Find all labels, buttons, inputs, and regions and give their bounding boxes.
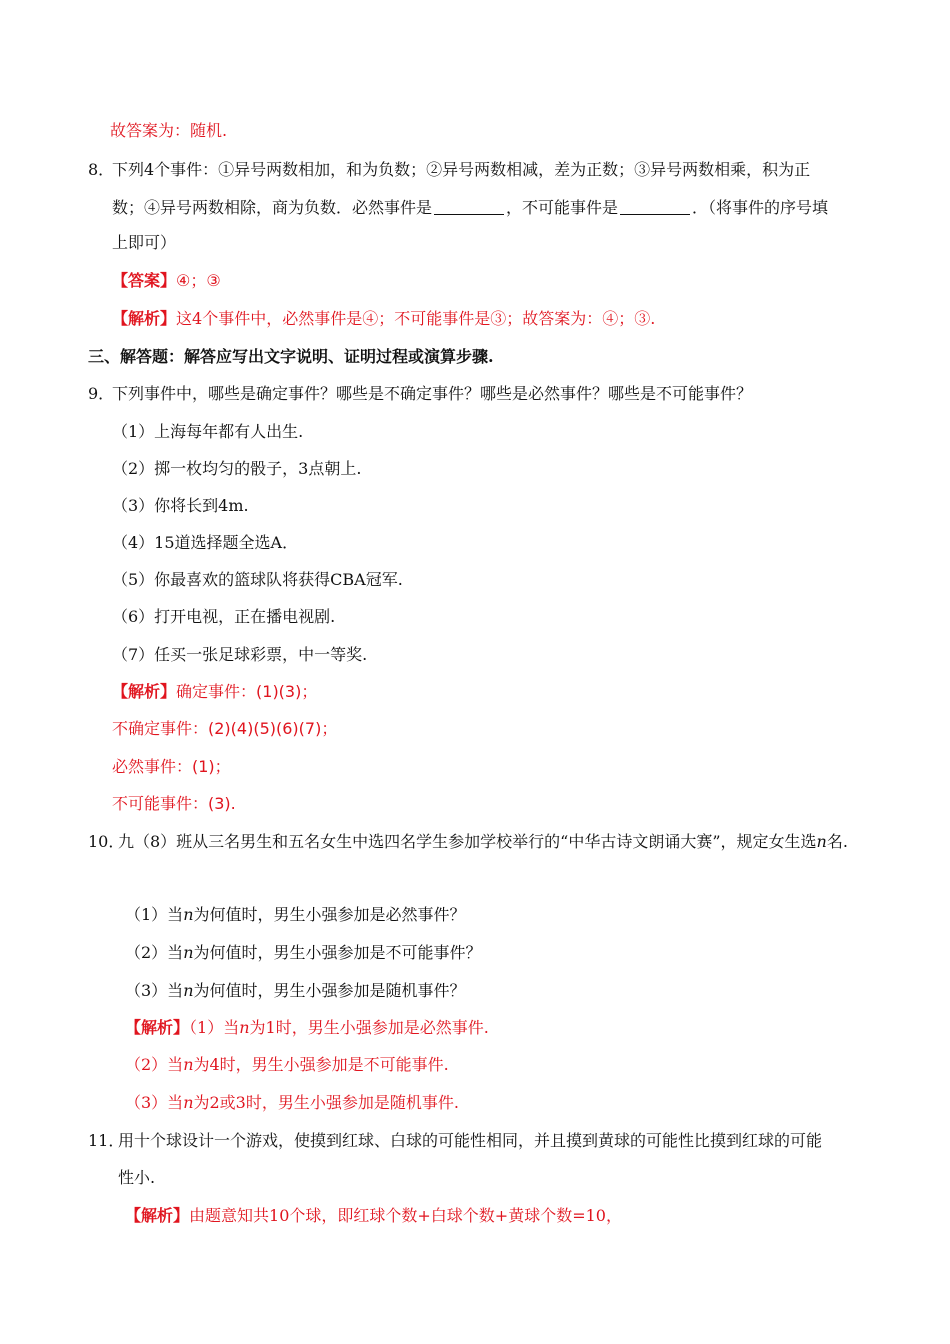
q8-stem-line2b: ，不可能事件是	[506, 198, 619, 217]
section3-title: 三、解答题：解答应写出文字说明、证明过程或演算步骤.	[88, 347, 494, 366]
q10-answer-3	[125, 1092, 459, 1114]
q10-part-1-suffix: 为何值时，男生小强参加是必然事件？	[193, 905, 466, 924]
q10-part-2-prefix: （2）当	[125, 943, 184, 962]
q10-answer-3-prefix: （3）当	[125, 1093, 184, 1112]
q10-part-3-suffix: 为何值时，男生小强参加是随机事件？	[193, 981, 466, 1000]
q10-stem-a: 九（8）班从三名男生和五名女生中选四名学生参加学校举行的“中华古诗文朗诵大赛”，规定女生选	[118, 832, 817, 851]
q10-answer-2-var: n	[183, 1055, 194, 1074]
q8-answer-tag: 【答案】	[112, 271, 177, 290]
q8-blank-certain[interactable]	[434, 198, 504, 215]
q10-answer-3-suffix: 为2或3时，男生小强参加是随机事件.	[193, 1093, 459, 1112]
q8-analysis	[112, 308, 655, 330]
q10-stem-var: n	[816, 832, 827, 851]
q9-analysis-line1: 确定事件：(1)(3)；	[176, 682, 318, 701]
q10-part-1-var: n	[183, 905, 194, 924]
q11-stem-line1: 用十个球设计一个游戏，使摸到红球、白球的可能性相同，并且摸到黄球的可能性比摸到红球的可能	[118, 1131, 823, 1150]
q9-number: 9．	[88, 384, 115, 403]
q10-part-3	[125, 980, 466, 1002]
q11-stem-line2: 性小.	[118, 1168, 156, 1187]
q9-stem: 下列事件中，哪些是确定事件？哪些是不确定事件？哪些是必然事件？哪些是不可能事件？	[112, 384, 753, 403]
q10-answer-2	[125, 1054, 449, 1076]
q9-item-2: （2）掷一枚均匀的骰子，3点朝上.	[112, 459, 362, 478]
q11-analysis-tag: 【解析】	[125, 1206, 190, 1225]
q10-answer-1-var: n	[239, 1018, 250, 1037]
q8-stem-line2a: 数；④异号两数相除，商为负数．必然事件是	[112, 198, 433, 217]
q8-number: 8．	[88, 160, 115, 179]
q9-analysis-line4: 不可能事件：(3).	[112, 794, 236, 813]
q11-analysis-text: 由题意知共10个球，即红球个数+白球个数+黄球个数=10，	[189, 1206, 622, 1225]
q10-analysis	[125, 1017, 489, 1039]
q10-part-2-var: n	[183, 943, 194, 962]
q8-stem-line2	[112, 197, 828, 219]
q10-part-3-prefix: （3）当	[125, 981, 184, 1000]
q10-part-2	[125, 942, 482, 964]
q10-analysis-tag: 【解析】	[125, 1018, 190, 1037]
q8-answer-text: ④；③	[176, 271, 221, 290]
q10-part-1-prefix: （1）当	[125, 905, 184, 924]
q11-number: 11．	[88, 1131, 125, 1150]
q10-answer-2-suffix: 为4时，男生小强参加是不可能事件.	[193, 1055, 449, 1074]
q10-answer-2-prefix: （2）当	[125, 1055, 184, 1074]
q11-analysis	[125, 1205, 622, 1227]
q9-analysis-line2: 不确定事件：(2)(4)(5)(6)(7)；	[112, 719, 338, 738]
q9-item-5: （5）你最喜欢的篮球队将获得CBA冠军.	[112, 570, 403, 589]
q9-item-4: （4）15道选择题全选A．	[112, 533, 299, 552]
q10-answer-1-suffix: 为1时，男生小强参加是必然事件.	[249, 1018, 489, 1037]
q8-answer	[112, 270, 221, 292]
q9-item-3: （3）你将长到4m.	[112, 496, 249, 515]
q10-part-3-var: n	[183, 981, 194, 1000]
q10-part-1	[125, 904, 466, 926]
q8-analysis-tag: 【解析】	[112, 309, 177, 328]
q9-analysis-tag: 【解析】	[112, 682, 177, 701]
q10-answer-1-prefix: （1）当	[189, 1018, 240, 1037]
q9-analysis	[112, 681, 317, 703]
q8-blank-impossible[interactable]	[620, 198, 690, 215]
q8-stem-line3: 上即可）	[112, 233, 177, 252]
q7-answer: 故答案为：随机.	[110, 121, 228, 140]
q9-item-6: （6）打开电视，正在播电视剧.	[112, 607, 336, 626]
q8-stem-line1: 下列4个事件：①异号两数相加，和为负数；②异号两数相减，差为正数；③异号两数相乘，积为正	[112, 160, 811, 179]
q8-stem-line2c: ．（将事件的序号填	[692, 198, 829, 217]
q9-item-7: （7）任买一张足球彩票，中一等奖.	[112, 645, 368, 664]
q10-stem-b: 名.	[826, 832, 848, 851]
q10-number: 10．	[88, 832, 125, 851]
q8-analysis-text: 这4个事件中，必然事件是④；不可能事件是③；故答案为：④；③.	[176, 309, 656, 328]
q9-analysis-line3: 必然事件：(1)；	[112, 757, 231, 776]
q10-part-2-suffix: 为何值时，男生小强参加是不可能事件？	[193, 943, 482, 962]
q9-item-1: （1）上海每年都有人出生.	[112, 422, 304, 441]
q10-answer-3-var: n	[183, 1093, 194, 1112]
q10-stem	[118, 831, 848, 853]
